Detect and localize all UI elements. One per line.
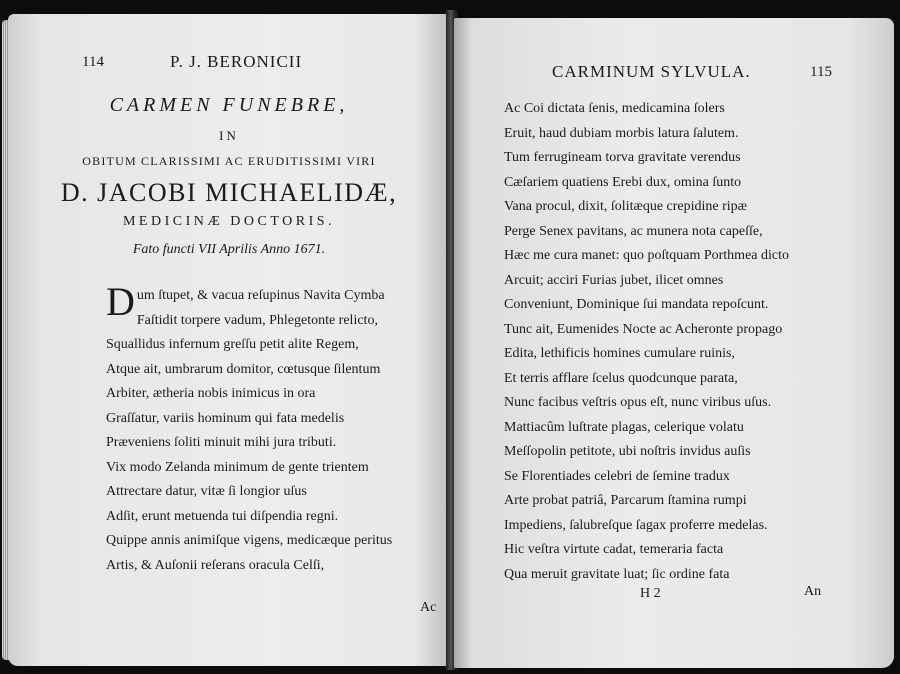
verse-line: Impediens, ſalubreſque ſagax proferre medelas. [504, 517, 768, 533]
title-doctoris: MEDICINÆ DOCTORIS. [122, 214, 336, 229]
verse-line: Cæſariem quatiens Erebi dux, omina ſunto [504, 174, 742, 190]
verse-line: Conveniunt, Dominique ſui mandata repoſcunt. [504, 297, 769, 312]
right-page-number: 115 [810, 64, 832, 80]
title-date: Fato functi VII Aprilis Anno 1671. [132, 242, 326, 257]
verse-line: Faſtidit torpere vadum, Phlegetonte relicto, [136, 312, 378, 328]
verse-line: Attrectare datur, vitæ ſi longior uſus [106, 484, 307, 499]
verse-line: Squallidus infernum greſſu petit alite Regem, [106, 337, 359, 352]
verse-line: Eruit, haud dubiam morbis latura ſalutem. [504, 125, 739, 141]
left-running-head: P. J. BERONICII [170, 52, 303, 71]
title-name: D. JACOBI MICHAELIDÆ, [60, 178, 398, 207]
verse-line: Hæc me cura manet: quo poſtquam Porthmea dicto [504, 248, 789, 263]
title-in: IN [219, 128, 239, 143]
verse-line: Præveniens ſoliti minuit mihi jura tributi. [106, 435, 337, 450]
verse-line: Tunc ait, Eumenides Nocte ac Acheronte propago [504, 321, 783, 337]
verse-line: Adſit, erunt metuenda tui diſpendia regni. [106, 508, 339, 524]
right-verse [504, 97, 789, 587]
verse-line: Edita, lethificis homines cumulare ruinis, [504, 346, 735, 361]
left-catchword: Ac [420, 600, 437, 615]
right-running-head: CARMINUM SYLVULA. [552, 62, 751, 81]
left-verse [106, 279, 393, 578]
verse-line: Vana procul, dixit, ſolitæque crepidine ripæ [504, 199, 748, 214]
verse-line: Artis, & Auſonii reſerans oracula Celſi, [106, 557, 325, 573]
verse-line: Arte probat patriâ, Parcarum ſtamina rumpi [504, 493, 747, 508]
verse-line: Qua meruit gravitate luat; ſic ordine fata [504, 566, 730, 582]
verse-line: Graſſatur, variis hominum qui fata medelis [106, 410, 345, 426]
left-page [8, 14, 450, 666]
verse-line: Tum ferrugineam torva gravitate verendus [504, 150, 741, 165]
verse-line: Meſſopolin petitote, ubi noſtris invidus auſis [504, 444, 751, 459]
verse-line: Nunc facibus veſtris opus eſt, nunc viribus uſus. [504, 395, 772, 410]
title-carmen-funebre: CARMEN FUNEBRE, [109, 94, 349, 116]
right-catchword: An [804, 584, 822, 599]
verse-line: Quippe annis animiſque vigens, medicæque peritus [106, 533, 393, 548]
verse-line: Atque ait, umbrarum domitor, cœtusque ſilentum [106, 361, 381, 377]
verse-line: Perge Senex pavitans, ac munera nota capeſſe, [504, 223, 763, 239]
drop-cap: D [106, 279, 135, 324]
right-page [454, 18, 894, 668]
title-obitum: OBITUM CLARISSIMI AC ERUDITISSIMI VIRI [82, 154, 376, 168]
signature-mark: H 2 [640, 586, 661, 601]
verse-line: Se Florentiades celebri de ſemine tradux [504, 468, 730, 484]
verse-line: Hic veſtra virtute cadat, temeraria facta [504, 542, 724, 557]
verse-line: Mattiacûm luſtrate plagas, celerique volatu [504, 419, 744, 435]
verse-line: Ac Coi dictata ſenis, medicamina ſolers [504, 101, 725, 116]
left-page-number: 114 [82, 54, 104, 70]
verse-line: Arbiter, ætheria nobis inimicus in ora [106, 386, 316, 401]
verse-line: Vix modo Zelanda minimum de gente trientem [106, 459, 369, 475]
verse-line: Et terris afflare ſcelus quodcunque parata, [504, 370, 738, 386]
verse-line: Arcuit; acciri Furias jubet, ilicet omnes [504, 272, 724, 288]
verse-line: Dum ſtupet, & vacua reſupinus Navita Cymba [106, 279, 385, 324]
